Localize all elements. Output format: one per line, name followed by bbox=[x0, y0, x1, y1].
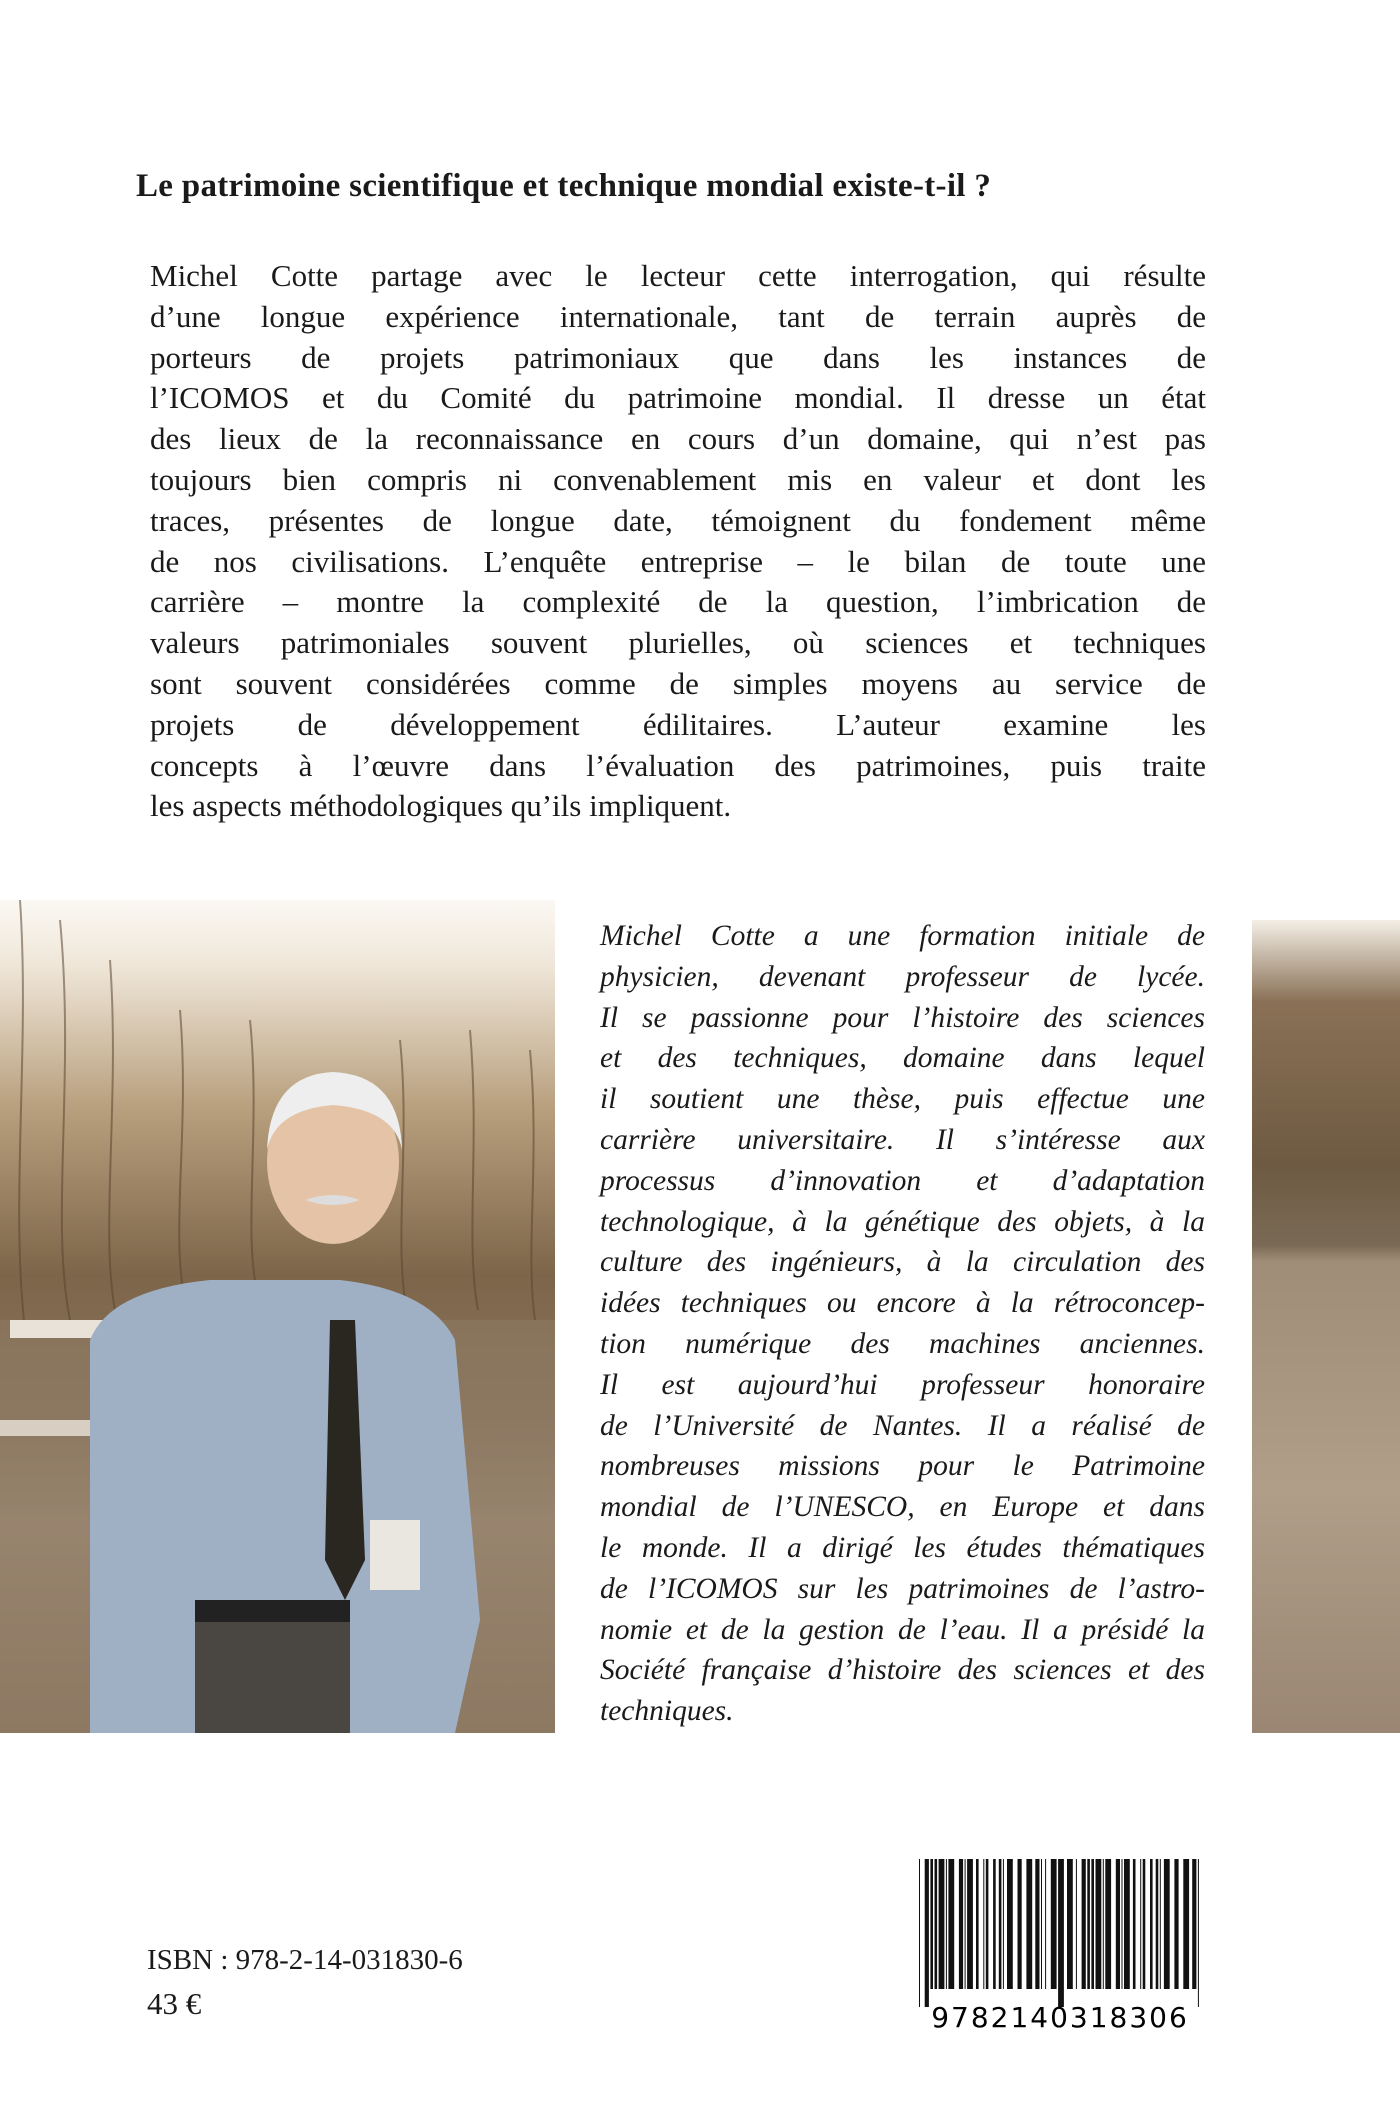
bio-line: nombreuses missions pour le Patrimoine bbox=[600, 1450, 1205, 1483]
bio-line: idées techniques ou encore à la rétroconcep- bbox=[600, 1287, 1205, 1320]
blurb-line: Michel Cotte partage avec le lecteur cette interrogation, qui résulte bbox=[150, 258, 1206, 293]
barcode-bar bbox=[965, 1859, 966, 1989]
book-title: Le patrimoine scientifique et technique mondial existe-t-il ? bbox=[136, 168, 992, 204]
barcode-bar bbox=[959, 1859, 963, 1989]
author-bio bbox=[600, 916, 1205, 1732]
blurb-line: les aspects méthodologiques qu’ils impliquent. bbox=[150, 788, 732, 824]
isbn: ISBN : 978-2-14-031830-6 bbox=[147, 1944, 463, 1976]
barcode-bar bbox=[1183, 1859, 1189, 1989]
blurb-line: toujours bien compris ni convenablement mis en valeur et dont les bbox=[150, 461, 1206, 497]
barcode-bar bbox=[925, 1859, 929, 2007]
barcode-bar bbox=[1087, 1859, 1090, 1989]
barcode-bar bbox=[1003, 1859, 1004, 1989]
blurb-line: projets de développement édilitaires. L’auteur examine les bbox=[150, 706, 1206, 742]
barcode-bar bbox=[1076, 1859, 1077, 1989]
barcode-bar bbox=[986, 1859, 989, 1989]
blurb-line: porteurs de projets patrimoniaux que dans les instances de bbox=[150, 339, 1206, 375]
barcode-bar bbox=[1156, 1859, 1159, 1989]
barcode-bar bbox=[976, 1859, 979, 1989]
bio-line: et des techniques, domaine dans lequel bbox=[600, 1042, 1205, 1075]
barcode-bar bbox=[939, 1859, 945, 1989]
bio-line: Société française d’histoire des sciences et des bbox=[600, 1654, 1205, 1687]
bio-line: Il est aujourd’hui professeur honoraire bbox=[600, 1368, 1205, 1401]
bio-line: technologique, à la génétique des objets, à la bbox=[600, 1205, 1205, 1238]
barcode-bar bbox=[1035, 1859, 1039, 1989]
bio-line: culture des ingénieurs, à la circulation des bbox=[600, 1246, 1205, 1279]
price: 43 € bbox=[147, 1986, 202, 2021]
barcode-bar bbox=[1091, 1859, 1094, 1989]
bio-line: physicien, devenant professeur de lycée. bbox=[600, 960, 1205, 993]
blurb-line: l’ICOMOS et du Comité du patrimoine mondial. Il dresse un état bbox=[150, 380, 1206, 416]
bio-line: mondial de l’UNESCO, en Europe et dans bbox=[600, 1491, 1205, 1524]
barcode-bar bbox=[1105, 1859, 1111, 1989]
bio-line: de l’ICOMOS sur les patrimoines de l’astro- bbox=[600, 1572, 1205, 1605]
bio-line: il soutient une thèse, puis effectue une bbox=[600, 1083, 1205, 1116]
barcode-bar bbox=[1103, 1859, 1104, 1989]
bio-line: de l’Université de Nantes. Il a réalisé de bbox=[600, 1409, 1205, 1442]
blurb-text bbox=[150, 256, 1206, 827]
barcode-bar bbox=[1058, 1859, 1064, 2007]
barcode-digits: 9782140318306 bbox=[931, 2001, 1189, 2030]
barcode-bar bbox=[1007, 1859, 1013, 1989]
barcode-bar bbox=[1192, 1859, 1196, 1989]
barcode-bar bbox=[935, 1859, 938, 1989]
blurb-line: concepts à l’œuvre dans l’évaluation des patrimoines, puis traite bbox=[150, 747, 1206, 783]
barcode-bar bbox=[993, 1859, 996, 1989]
barcode-bar bbox=[1116, 1859, 1120, 1989]
barcode-bar bbox=[983, 1859, 984, 1989]
barcode-bar bbox=[1174, 1859, 1178, 1989]
barcode-bar bbox=[948, 1859, 954, 1989]
barcode-bar bbox=[1140, 1859, 1141, 1989]
barcode-bar bbox=[1018, 1859, 1022, 1989]
barcode-bar bbox=[946, 1859, 947, 1989]
bio-line: nomie et de la gestion de l’eau. Il a présidé la bbox=[600, 1613, 1205, 1646]
blurb-line: carrière – montre la complexité de la question, l’imbrication de bbox=[150, 584, 1206, 620]
barcode-bar bbox=[1051, 1859, 1057, 1989]
bio-line: le monde. Il a dirigé les études thématiques bbox=[600, 1531, 1205, 1564]
barcode-bar bbox=[1041, 1859, 1042, 1989]
bio-line: Il se passionne pour l’histoire des sciences bbox=[600, 1001, 1205, 1034]
author-photo bbox=[0, 900, 555, 1733]
blurb-line: d’une longue expérience internationale, tant de terrain auprès de bbox=[150, 298, 1206, 334]
barcode-bar bbox=[1198, 1859, 1199, 2007]
barcode-bar bbox=[1026, 1859, 1032, 1989]
barcode-bar bbox=[1082, 1859, 1086, 1989]
barcode-bar bbox=[1143, 1859, 1146, 1989]
barcode-bar bbox=[930, 1859, 933, 1989]
barcode-bar bbox=[1160, 1859, 1161, 1989]
bio-line: techniques. bbox=[600, 1695, 734, 1728]
barcode-bar bbox=[1150, 1859, 1153, 1989]
bio-line: Michel Cotte a une formation initiale de bbox=[600, 920, 1205, 952]
barcode-bar bbox=[1124, 1859, 1130, 1989]
bio-line: carrière universitaire. Il s’intéresse aux bbox=[600, 1123, 1205, 1156]
blurb-line: des lieux de la reconnaissance en cours d’un domaine, qui n’est pas bbox=[150, 421, 1206, 457]
barcode-bar bbox=[1096, 1859, 1102, 1989]
barcode-bar bbox=[1045, 1859, 1046, 1989]
barcode-bar bbox=[1133, 1859, 1136, 1989]
blurb-line: traces, présentes de longue date, témoignent du fondement même bbox=[150, 502, 1206, 538]
bio-line: tion numérique des machines anciennes. bbox=[600, 1327, 1205, 1360]
barcode-bar bbox=[919, 1859, 920, 2007]
bio-line: processus d’innovation et d’adaptation bbox=[600, 1164, 1205, 1197]
landscape-photo-strip bbox=[1252, 920, 1400, 1733]
barcode-bar bbox=[1067, 1859, 1073, 1989]
barcode bbox=[905, 1855, 1215, 2030]
barcode-bar bbox=[999, 1859, 1002, 1989]
blurb-line: de nos civilisations. L’enquête entreprise – le bilan de toute une bbox=[150, 543, 1206, 579]
blurb-line: valeurs patrimoniales souvent plurielles, où sciences et techniques bbox=[150, 625, 1206, 661]
blurb-line: sont souvent considérées comme de simples moyens au service de bbox=[150, 665, 1206, 701]
barcode-bar bbox=[1122, 1859, 1123, 1989]
barcode-bar bbox=[1164, 1859, 1170, 1989]
barcode-bar bbox=[967, 1859, 973, 1989]
